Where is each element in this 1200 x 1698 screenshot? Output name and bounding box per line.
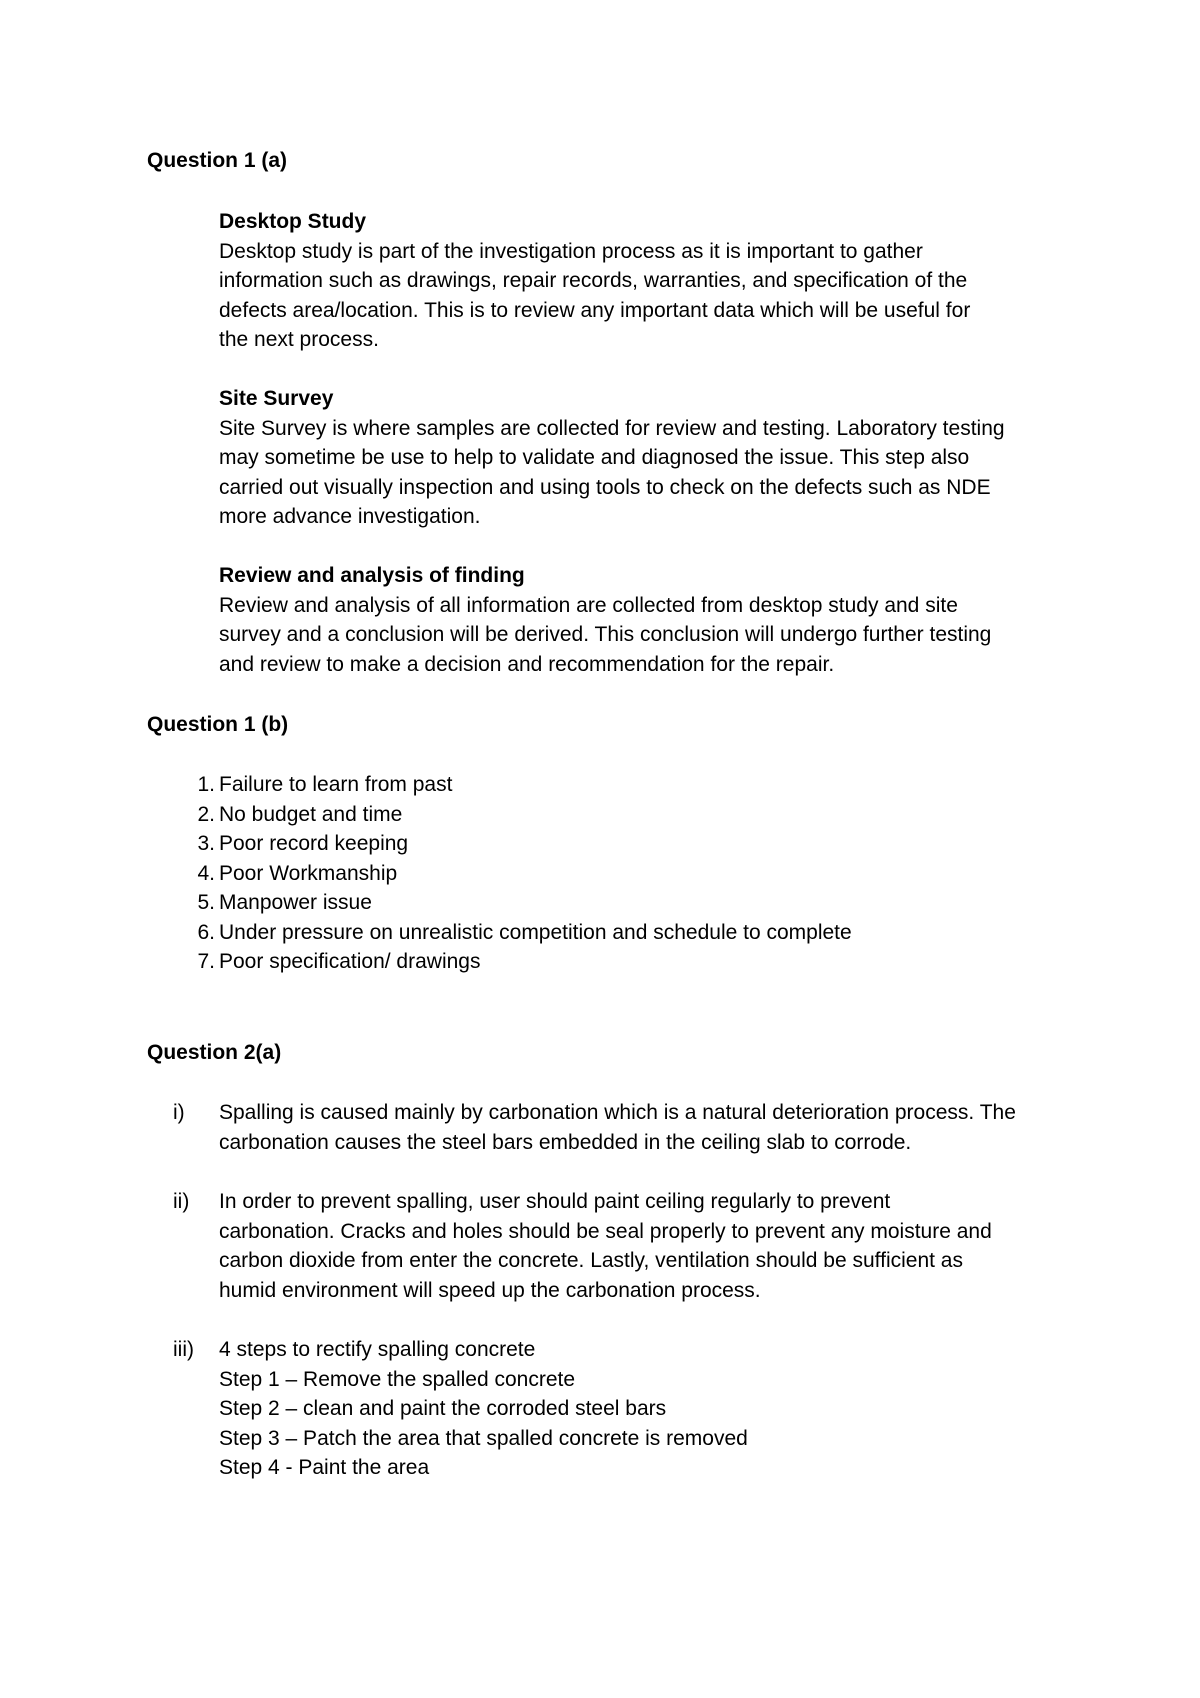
list-text: Under pressure on unrealistic competition and schedule to complete <box>219 920 852 944</box>
roman-item-line: In order to prevent spalling, user should paint ceiling regularly to prevent <box>219 1190 891 1213</box>
list-item <box>167 888 1087 918</box>
list-text: Poor Workmanship <box>219 861 398 885</box>
question-2a-heading-block <box>147 1038 1087 1068</box>
desktop-study-section <box>219 207 1079 355</box>
list-item <box>167 829 1087 859</box>
roman-item-line: Step 3 – Patch the area that spalled concrete is removed <box>219 1426 748 1450</box>
roman-item-line: Spalling is caused mainly by carbonation which is a natural deterioration process. The <box>219 1101 1016 1124</box>
list-text: Poor specification/ drawings <box>219 950 481 973</box>
list-text: Manpower issue <box>219 891 372 914</box>
desktop-study-line: information such as drawings, repair records, warranties, and specification of the <box>219 269 968 292</box>
review-analysis-section <box>219 561 1079 679</box>
list-number: 7. <box>197 950 215 973</box>
question-2a-item-i <box>147 1098 1087 1157</box>
question-2a-item-ii <box>147 1187 1087 1305</box>
desktop-study-line: Desktop study is part of the investigation process as it is important to gather <box>219 239 923 263</box>
roman-item-line: carbonation. Cracks and holes should be seal properly to prevent any moisture and <box>219 1219 992 1243</box>
list-number: 5. <box>197 891 215 914</box>
review-analysis-line: and review to make a decision and recommendation for the repair. <box>219 652 835 676</box>
list-item <box>167 947 1087 977</box>
review-analysis-title: Review and analysis of finding <box>219 564 525 587</box>
roman-item-line: humid environment will speed up the carbonation process. <box>219 1278 761 1302</box>
roman-number: i) <box>173 1101 185 1124</box>
list-text: No budget and time <box>219 802 403 826</box>
roman-list-item <box>147 1098 1087 1157</box>
roman-item-line: 4 steps to rectify spalling concrete <box>219 1338 536 1361</box>
roman-item-line: carbon dioxide from enter the concrete. Lastly, ventilation should be sufficient as <box>219 1249 963 1272</box>
list-number: 1. <box>197 773 215 796</box>
site-survey-line: may sometime be use to help to validate and diagnosed the issue. This step also <box>219 446 970 469</box>
roman-item-line: carbonation causes the steel bars embedded in the ceiling slab to corrode. <box>219 1130 912 1154</box>
desktop-study-line: the next process. <box>219 328 379 351</box>
desktop-study-line: defects area/location. This is to review any important data which will be useful for <box>219 298 971 322</box>
review-analysis-line: survey and a conclusion will be derived. This conclusion will undergo further testing <box>219 623 992 646</box>
list-item <box>167 859 1087 889</box>
question-2a-heading: Question 2(a) <box>147 1041 282 1064</box>
review-analysis-line: Review and analysis of all information are collected from desktop study and site <box>219 593 958 617</box>
roman-item-line: Step 4 - Paint the area <box>219 1456 430 1479</box>
roman-number: ii) <box>173 1190 190 1213</box>
roman-list-item <box>147 1335 1087 1483</box>
question-1a-heading: Question 1 (a) <box>147 149 288 172</box>
question-1b-heading: Question 1 (b) <box>147 713 289 736</box>
site-survey-title: Site Survey <box>219 387 334 410</box>
list-number: 6. <box>197 920 215 944</box>
list-item <box>167 770 1087 800</box>
list-number: 3. <box>197 832 215 855</box>
list-text: Poor record keeping <box>219 832 409 855</box>
roman-number: iii) <box>173 1338 194 1361</box>
list-number: 4. <box>197 861 215 885</box>
site-survey-section <box>219 384 1079 532</box>
roman-item-line: Step 1 – Remove the spalled concrete <box>219 1367 576 1391</box>
site-survey-line: more advance investigation. <box>219 505 481 528</box>
question-1b-heading-block <box>147 710 1087 740</box>
question-1a-heading-block <box>147 146 1087 176</box>
roman-item-line: Step 2 – clean and paint the corroded steel bars <box>219 1397 667 1420</box>
list-item <box>167 800 1087 830</box>
list-text: Failure to learn from past <box>219 773 453 796</box>
question-2a-item-iii <box>147 1335 1087 1483</box>
list-item <box>167 918 1087 948</box>
site-survey-line: Site Survey is where samples are collected for review and testing. Laboratory testing <box>219 416 1005 440</box>
list-number: 2. <box>197 802 215 826</box>
question-1b-list <box>167 770 1087 977</box>
site-survey-line: carried out visually inspection and using tools to check on the defects such as NDE <box>219 475 991 499</box>
roman-list-item <box>147 1187 1087 1305</box>
desktop-study-title: Desktop Study <box>219 210 367 233</box>
